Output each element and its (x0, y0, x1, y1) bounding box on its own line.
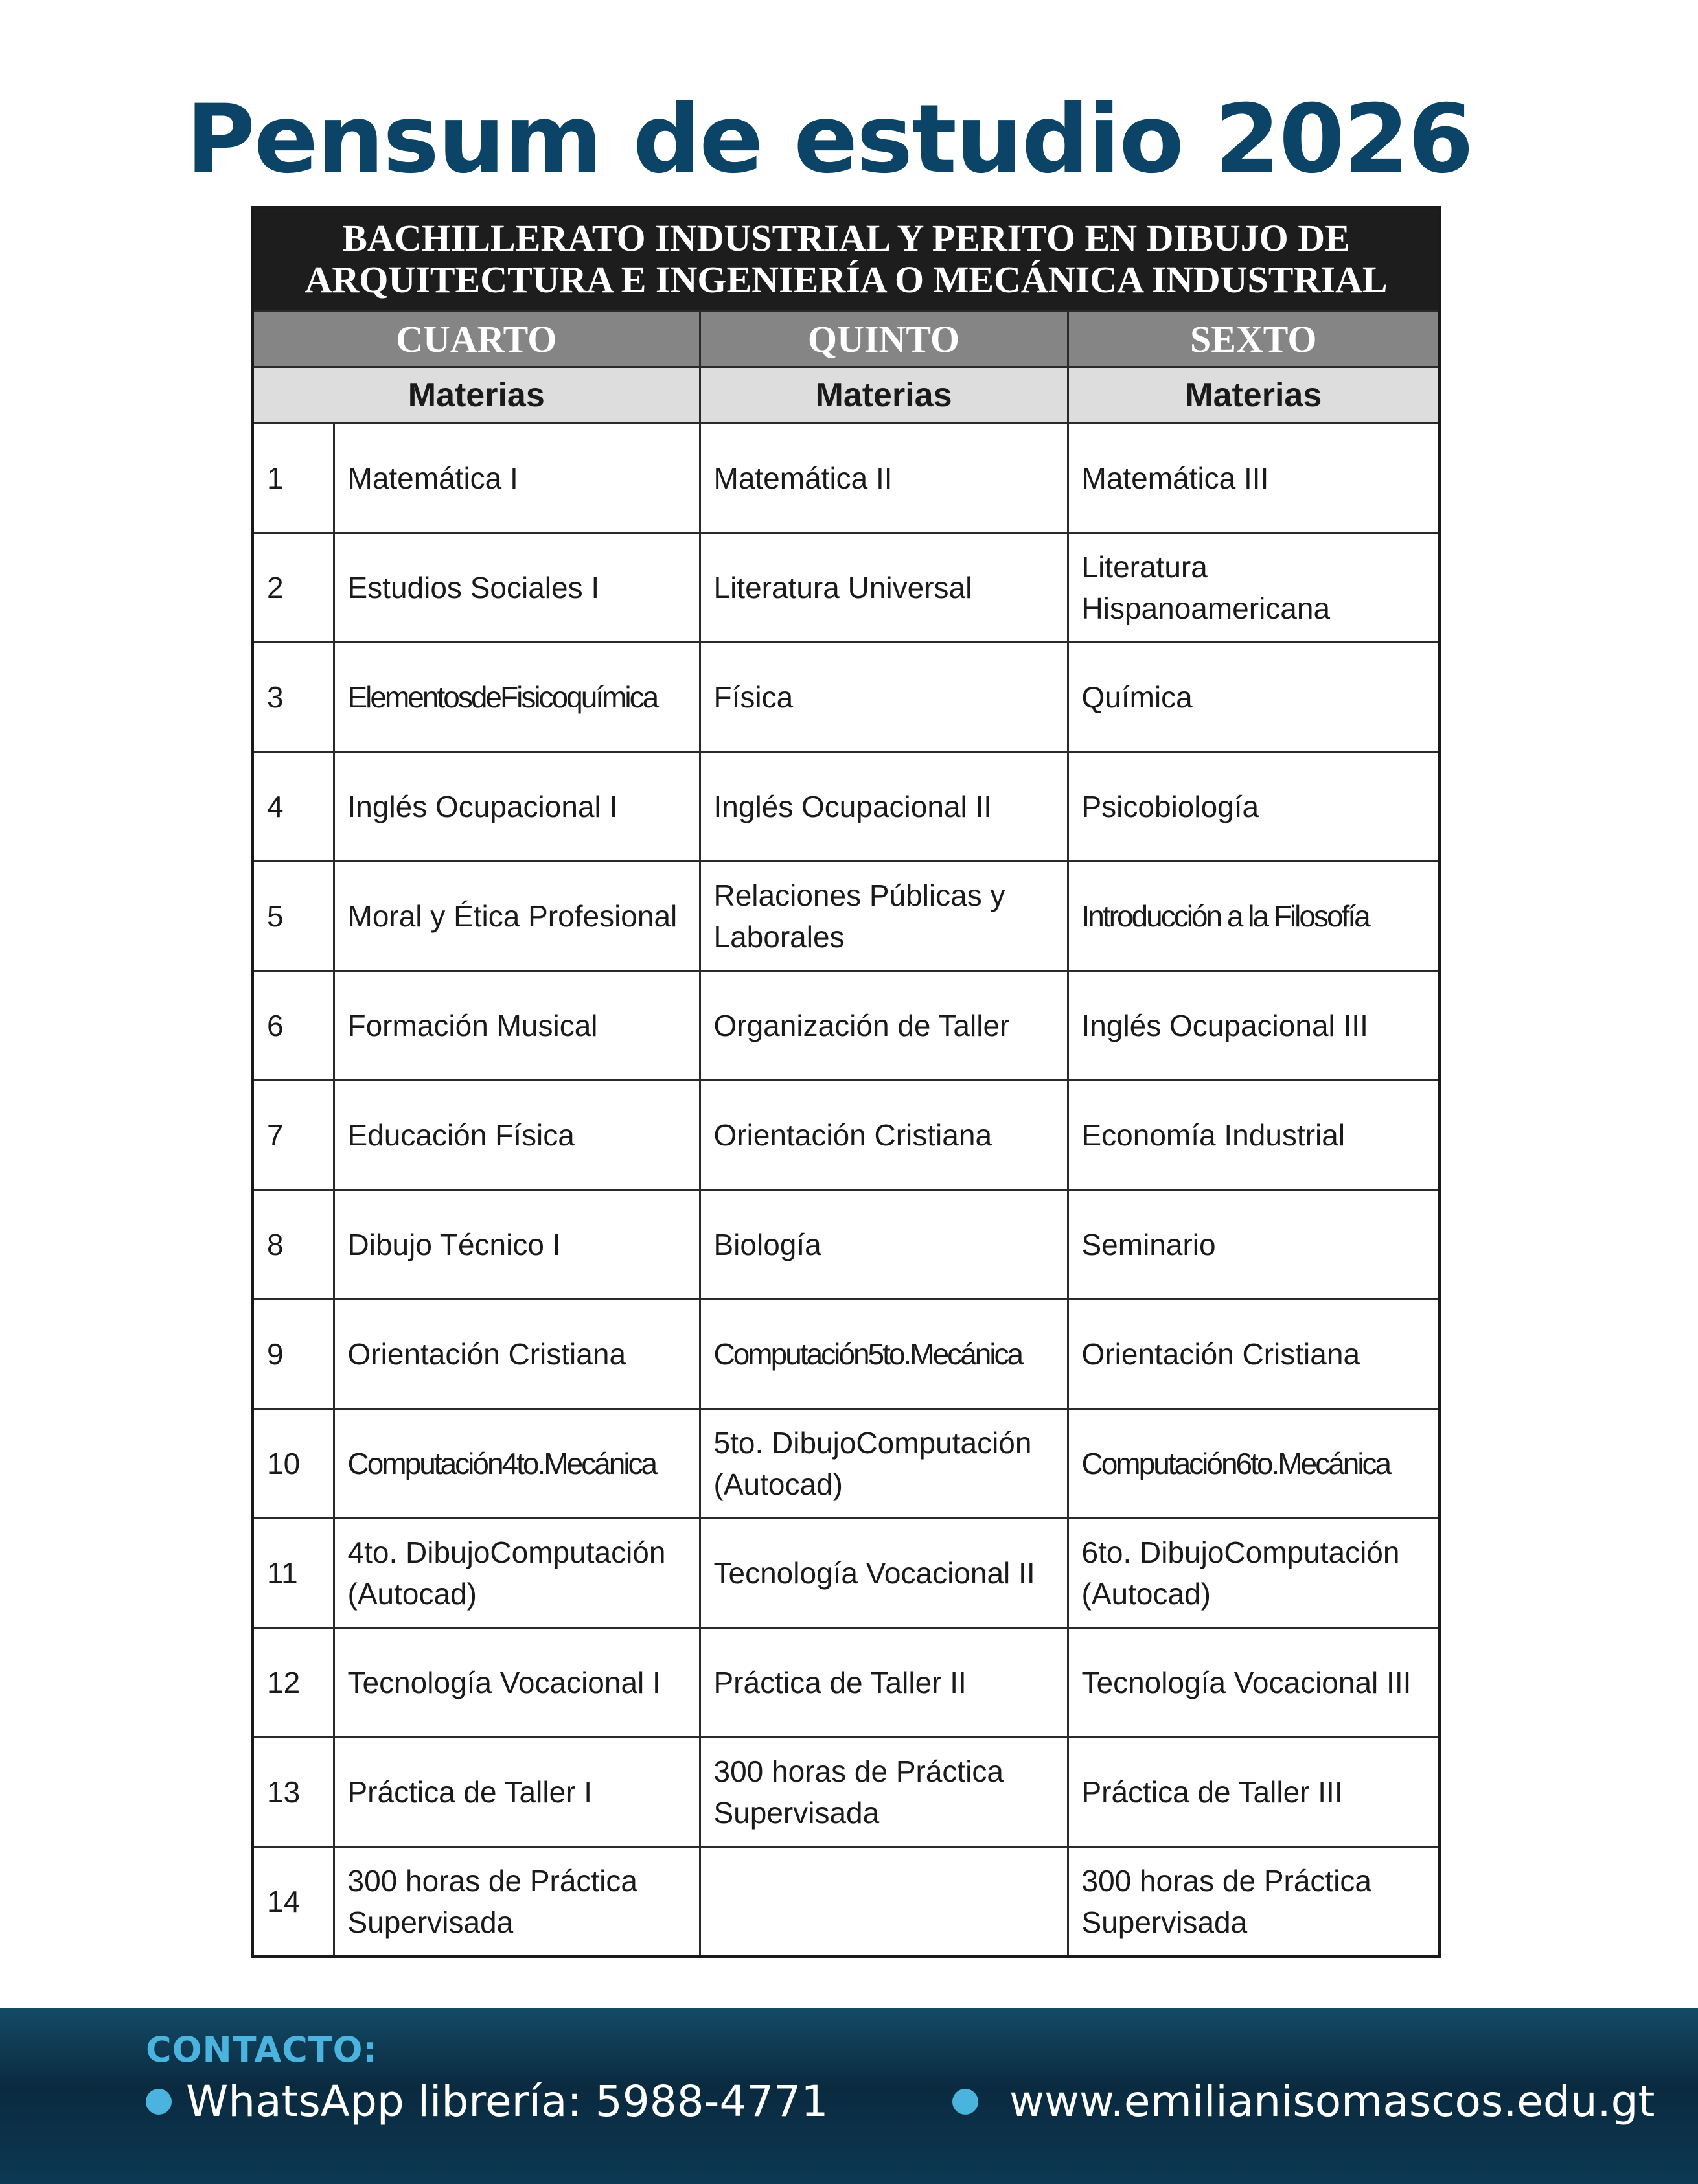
row-number: 7 (253, 1081, 334, 1190)
subject-cuarto: Computación4to.Mecánica (334, 1409, 700, 1519)
row-number: 1 (253, 424, 334, 533)
subject-sexto: Seminario (1068, 1190, 1440, 1300)
subject-cuarto: 4to. DibujoComputación (Autocad) (334, 1519, 700, 1628)
subject-quinto: Matemática II (700, 424, 1068, 533)
subject-cuarto: Matemática I (334, 424, 700, 533)
subject-sexto: Orientación Cristiana (1068, 1300, 1440, 1409)
row-number: 12 (253, 1628, 334, 1738)
table-row (253, 1628, 1440, 1738)
subject-cuarto: Estudios Sociales I (334, 533, 700, 643)
subject-quinto: Orientación Cristiana (700, 1081, 1068, 1190)
whatsapp-contact[interactable] (146, 2076, 828, 2126)
table-row (253, 424, 1440, 533)
subject-cuarto: Práctica de Taller I (334, 1738, 700, 1847)
subject-quinto: Computación5to.Mecánica (700, 1300, 1068, 1409)
bullet-icon (952, 2089, 978, 2115)
subject-sexto: Inglés Ocupacional III (1068, 971, 1440, 1081)
row-number: 4 (253, 752, 334, 862)
subject-cuarto: Orientación Cristiana (334, 1300, 700, 1409)
table-row (253, 971, 1440, 1081)
page-title: Pensum de estudio 2026 (186, 84, 1473, 194)
subject-cuarto: Inglés Ocupacional I (334, 752, 700, 862)
table-row (253, 862, 1440, 971)
subject-quinto: Inglés Ocupacional II (700, 752, 1068, 862)
subjects-header-quinto: Materias (700, 367, 1068, 424)
subject-quinto: 5to. DibujoComputación (Autocad) (700, 1409, 1068, 1519)
subjects-header-sexto: Materias (1068, 367, 1440, 424)
table-row (253, 1409, 1440, 1519)
table-row (253, 1847, 1440, 1957)
row-number: 9 (253, 1300, 334, 1409)
website-link[interactable] (952, 2076, 1655, 2126)
subject-quinto (700, 1847, 1068, 1957)
grade-header-cuarto: CUARTO (253, 311, 700, 367)
table-row (253, 1300, 1440, 1409)
subject-sexto: Tecnología Vocacional III (1068, 1628, 1440, 1738)
subject-sexto: 300 horas de Práctica Supervisada (1068, 1847, 1440, 1957)
subject-sexto: 6to. DibujoComputación (Autocad) (1068, 1519, 1440, 1628)
subject-quinto: Literatura Universal (700, 533, 1068, 643)
subject-sexto: Matemática III (1068, 424, 1440, 533)
bullet-icon (146, 2089, 172, 2115)
subject-sexto: Introducción a la Filosofía (1068, 862, 1440, 971)
row-number: 5 (253, 862, 334, 971)
subjects-header-cuarto: Materias (253, 367, 700, 424)
subject-quinto: Tecnología Vocacional II (700, 1519, 1068, 1628)
subject-sexto: Computación6to.Mecánica (1068, 1409, 1440, 1519)
subject-cuarto: Educación Física (334, 1081, 700, 1190)
website-text: www.emilianisomascos.edu.gt (1009, 2076, 1655, 2126)
subject-quinto: Organización de Taller (700, 971, 1068, 1081)
row-number: 3 (253, 643, 334, 752)
row-number: 6 (253, 971, 334, 1081)
row-number: 8 (253, 1190, 334, 1300)
table-row (253, 533, 1440, 643)
row-number: 14 (253, 1847, 334, 1957)
table-title-line-2: ARQUITECTURA E INGENIERÍA O MECÁNICA INDUSTRIAL (304, 259, 1388, 301)
subject-cuarto: Tecnología Vocacional I (334, 1628, 700, 1738)
subject-cuarto: Dibujo Técnico I (334, 1190, 700, 1300)
subject-cuarto: 300 horas de Práctica Supervisada (334, 1847, 700, 1957)
subject-sexto: Química (1068, 643, 1440, 752)
subject-sexto: Economía Industrial (1068, 1081, 1440, 1190)
table-title (253, 207, 1440, 311)
subject-sexto: Psicobiología (1068, 752, 1440, 862)
subject-cuarto: Moral y Ética Profesional (334, 862, 700, 971)
contact-label: CONTACTO: (146, 2029, 378, 2070)
grade-header-quinto: QUINTO (700, 311, 1068, 367)
study-plan-table (251, 206, 1441, 1958)
row-number: 10 (253, 1409, 334, 1519)
table-row (253, 1081, 1440, 1190)
whatsapp-text: WhatsApp librería: 5988-4771 (186, 2076, 829, 2126)
subject-cuarto: ElementosdeFisicoquímica (334, 643, 700, 752)
subject-cuarto: Formación Musical (334, 971, 700, 1081)
table-title-line-1: BACHILLERATO INDUSTRIAL Y PERITO EN DIBUJO DE (342, 217, 1350, 259)
row-number: 11 (253, 1519, 334, 1628)
table-row (253, 643, 1440, 752)
subject-quinto: 300 horas de Práctica Supervisada (700, 1738, 1068, 1847)
subject-sexto: Práctica de Taller III (1068, 1738, 1440, 1847)
table-row (253, 1519, 1440, 1628)
table-row (253, 1190, 1440, 1300)
subject-sexto: Literatura Hispanoamericana (1068, 533, 1440, 643)
subject-quinto: Física (700, 643, 1068, 752)
subject-quinto: Biología (700, 1190, 1068, 1300)
grade-header-sexto: SEXTO (1068, 311, 1440, 367)
table-row (253, 752, 1440, 862)
table-row (253, 1738, 1440, 1847)
row-number: 13 (253, 1738, 334, 1847)
subject-quinto: Práctica de Taller II (700, 1628, 1068, 1738)
row-number: 2 (253, 533, 334, 643)
subject-quinto: Relaciones Públicas y Laborales (700, 862, 1068, 971)
